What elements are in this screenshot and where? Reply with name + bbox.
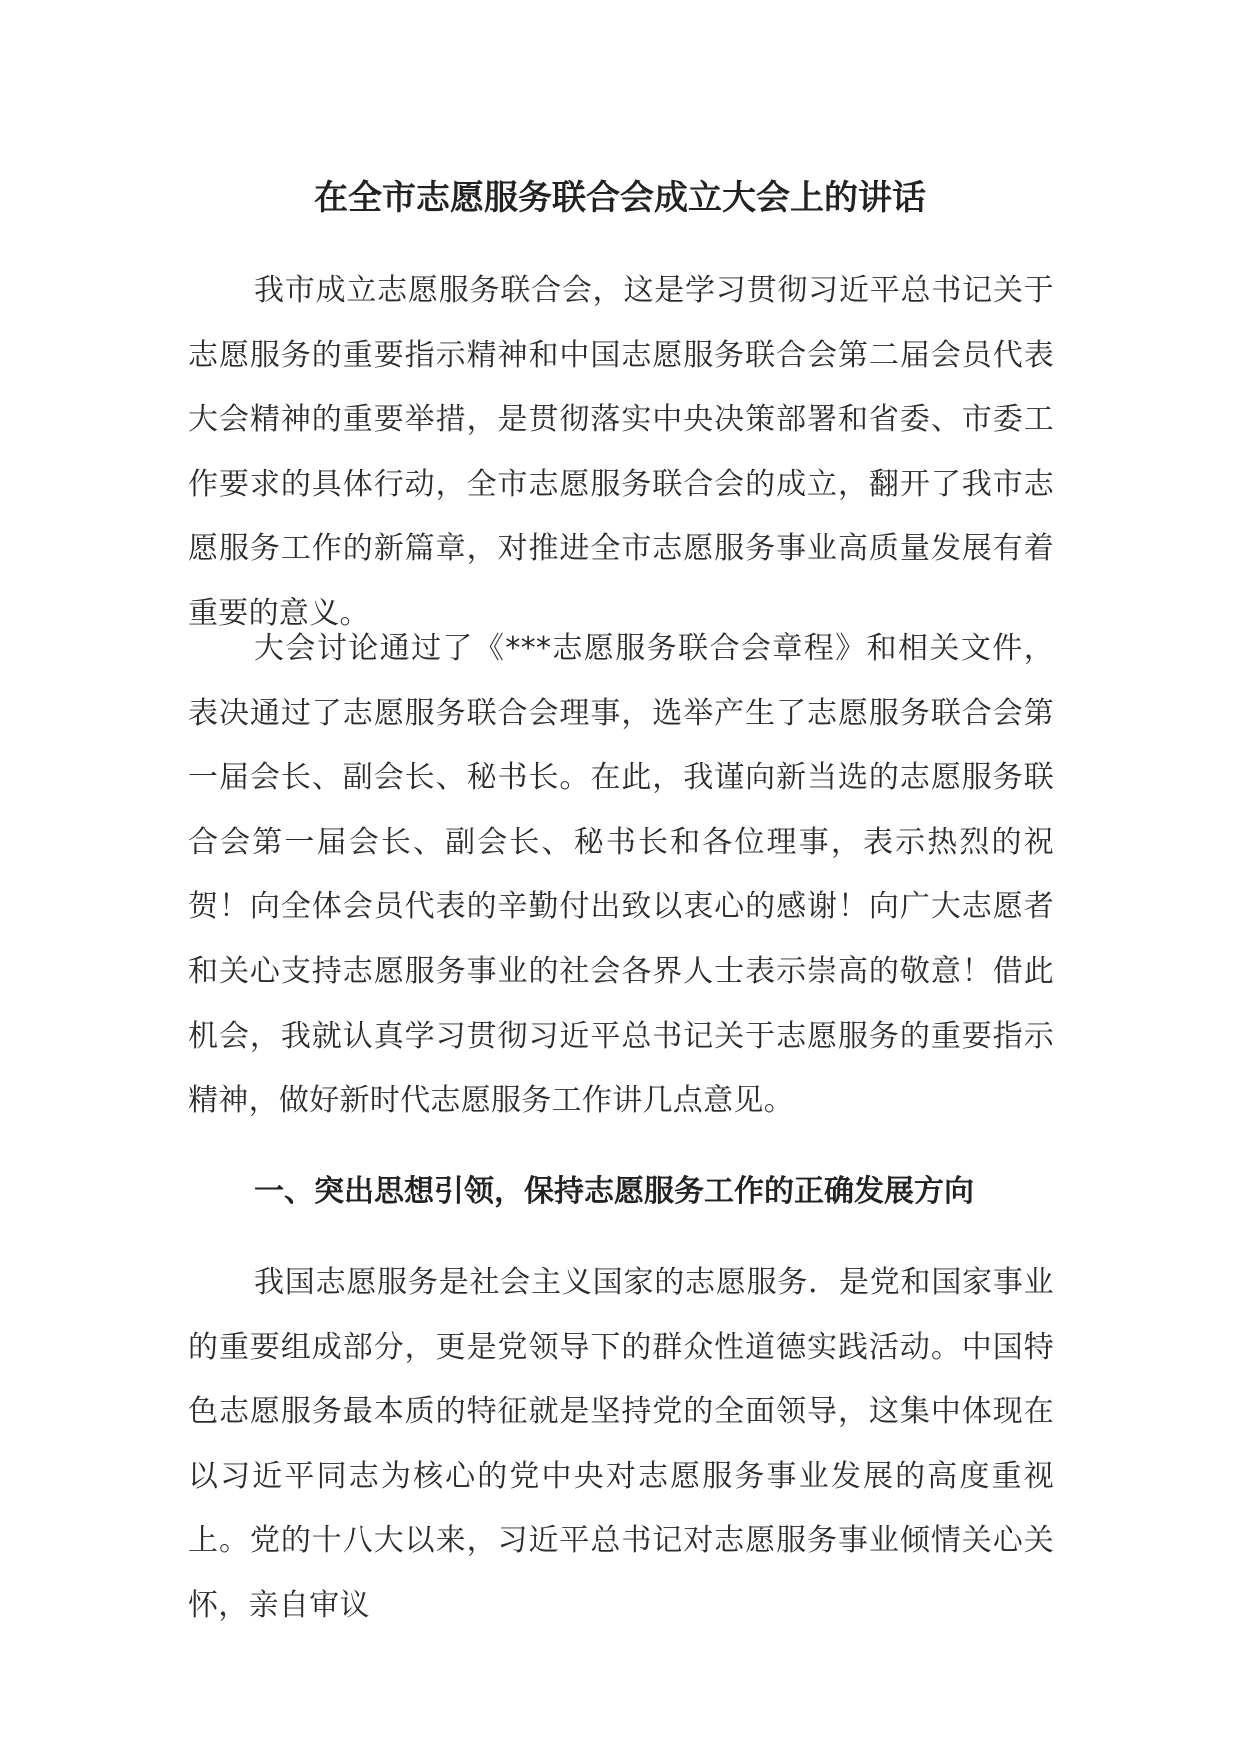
- body-paragraph-2: 大会讨论通过了《***志愿服务联合会章程》和相关文件，表决通过了志愿服务联合会理事，选举产生了志愿服务联合会第一届会长、副会长、秘书长。在此，我谨向新当选的志愿服务联合会第一届会长、副会长、秘书长和各位理事，表示热烈的祝贺！向全体会员代表的辛勤付出致以衷心的感谢！向广大志愿者和关心支持志愿服务事业的社会各界人士表示崇高的敬意！借此机会，我就认真学习贯彻习近平总书记关于志愿服务的重要指示精神，做好新时代志愿服务工作讲几点意见。: [188, 631, 1054, 1119]
- document-title: 在全市志愿服务联合会成立大会上的讲话: [314, 178, 926, 218]
- body-paragraph-1: 我市成立志愿服务联合会，这是学习贯彻习近平总书记关于志愿服务的重要指示精神和中国志愿服务联合会第二届会员代表大会精神的重要举措，是贯彻落实中央决策部署和省委、市委工作要求的具体行动，全市志愿服务联合会的成立，翻开了我市志愿服务工作的新篇章，对推进全市志愿服务事业高质量发展有着重要的意义。: [188, 273, 1054, 631]
- section-heading-1: 一、突出思想引领，保持志愿服务工作的正确发展方向: [254, 1174, 974, 1209]
- body-paragraph-3: 我国志愿服务是社会主义国家的志愿服务．是党和国家事业的重要组成部分，更是党领导下的群众性道德实践活动。中国特色志愿服务最本质的特征就是坚持党的全面领导，这集中体现在以习近平同志为核心的党中央对志愿服务事业发展的高度重视上。党的十八大以来，习近平总书记对志愿服务事业倾情关心关怀，亲自审议: [188, 1265, 1054, 1623]
